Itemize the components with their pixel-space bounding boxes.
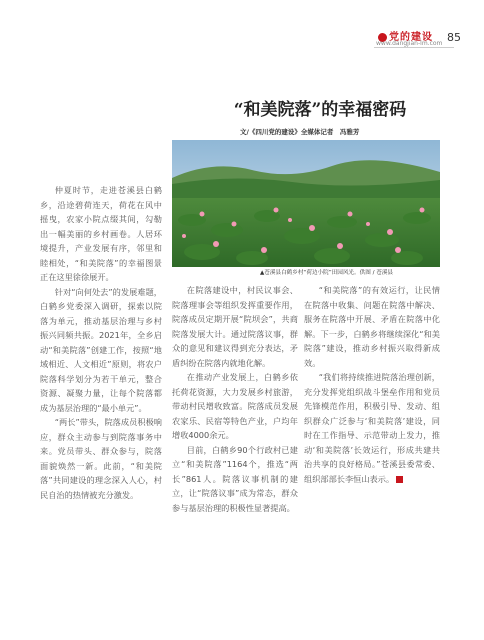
article-byline: 文/《四川党的建设》全媒体记者 冯雅芳 [240,128,360,136]
page-header [0,0,484,50]
header-divider [374,47,454,48]
text-column-1 [40,183,162,502]
text-column-2 [172,283,298,515]
paragraph-3: “两长”带头，院落成员积极响应，群众主动参与到院落事务中来。党员带头、群众参与，院落面貌焕然一新。此前，“和美院落”共同建设的理念深入人心，村民自治的热情被充分激发。 [40,417,162,500]
lotus-landscape-image [172,140,440,267]
end-mark-icon [396,476,403,483]
paragraph-4: 在院落建设中，村民议事会、院落理事会等组织发挥重要作用，院落成员定期开展“院坝会”，共商院落发展大计。通过院落议事，群众的意见和建议得到充分表达，矛盾纠纷在院落内就地化解。 [172,285,298,368]
page-number: 85 [447,31,461,44]
photo-caption: ▲苍溪县白鹤乡村“荷边小院”田园风光。供图 / 苍溪县 [260,270,394,276]
paragraph-2: 针对“向何处去”的发展难题，白鹤乡党委深入调研，探索以院落为单元，推动基层治理与乡村振兴同频共振。2021年，全乡启动“和美院落”创建工作，按照“地域相近、人文相近”原则，将农户院落科学划分为若干单元，整合资源、凝聚力量，让每个院落都成为基层治理的“最小单元”。 [40,286,162,413]
paragraph-8-text: “我们将持续推进院落治理创新，充分发挥党组织战斗堡垒作用和党员先锋模范作用，积极引导、发动、组织群众广泛参与‘和美院落’建设，同时在工作指导、示范带动上发力，推动‘和美院落’长效运行，形成共建共治共享的良好格局。”苍溪县委常委、组织部部长李恒山表示。 [304,372,440,484]
paragraph-6: 目前，白鹤乡90个行政村已建立“和美院落”1164个，推选“两长”861人。院落议事机制的建立，让“院落议事”成为常态，群众参与基层治理的积极性显著提高。 [172,444,298,513]
lotus-field-photo [172,140,440,267]
logo-text: 党的建设 [389,32,433,43]
site-url: www.dangjian-lm.com [376,40,443,47]
text-column-3 [304,283,440,486]
article-title: “和美院落”的幸福密码 [233,100,407,120]
paragraph-5: 在推动产业发展上，白鹤乡依托荷花资源，大力发展乡村旅游，带动村民增收致富。院落成员发展农家乐、民宿等特色产业，户均年增收4000余元。 [172,372,298,440]
paragraph-1: 仲夏时节，走进苍溪县白鹤乡，沿途碧荷连天，荷花在风中摇曳，农家小院点缀其间，勾勒出一幅美丽的乡村画卷。人居环境提升，产业发展有序，邻里和睦相处，“和美院落”的幸福图景正在这里徐徐展开。 [40,185,162,282]
paragraph-7: “和美院落”的有效运行，让民情在院落中收集、问题在院落中解决、服务在院落中开展、矛盾在院落中化解。下一步，白鹤乡将继续深化“和美院落”建设，推动乡村振兴取得新成效。 [304,285,440,368]
paragraph-8 [304,370,440,486]
